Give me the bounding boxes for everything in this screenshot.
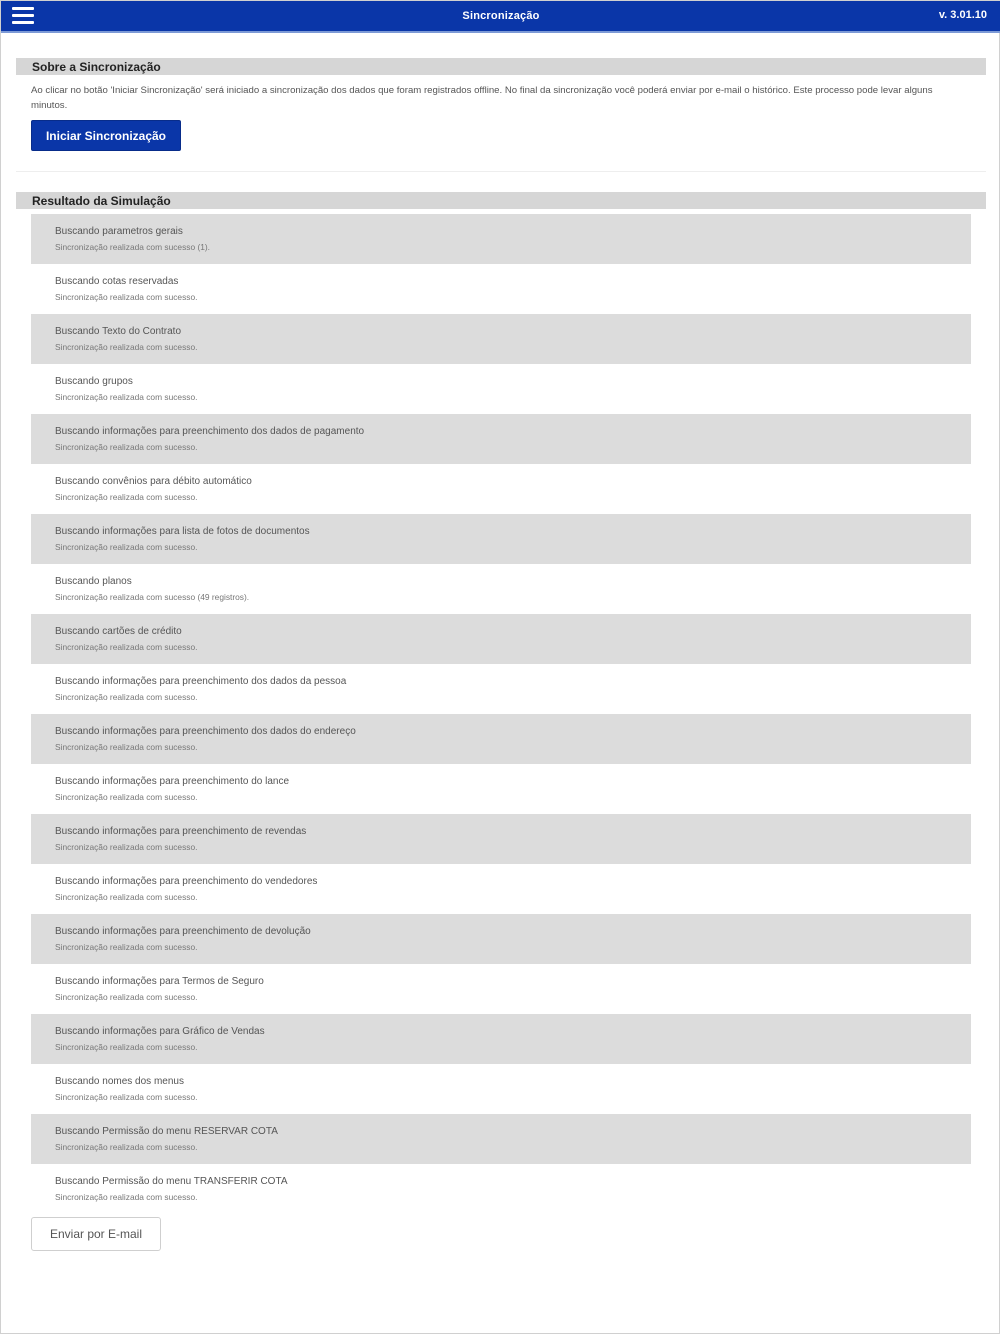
result-status: Sincronização realizada com sucesso. bbox=[55, 342, 198, 352]
section-divider bbox=[16, 171, 986, 172]
result-status: Sincronização realizada com sucesso. bbox=[55, 742, 198, 752]
result-item bbox=[31, 1114, 971, 1164]
result-status: Sincronização realizada com sucesso. bbox=[55, 1092, 198, 1102]
result-title: Buscando informações para preenchimento de devolução bbox=[55, 926, 311, 937]
result-status: Sincronização realizada com sucesso. bbox=[55, 1142, 198, 1152]
result-title: Buscando Permissão do menu TRANSFERIR COTA bbox=[55, 1176, 288, 1187]
result-item bbox=[31, 914, 971, 964]
result-title: Buscando Texto do Contrato bbox=[55, 326, 182, 337]
result-status: Sincronização realizada com sucesso. bbox=[55, 992, 198, 1002]
result-item bbox=[31, 1014, 971, 1064]
result-item bbox=[31, 364, 971, 414]
result-title: Buscando informações para Gráfico de Vendas bbox=[55, 1026, 265, 1037]
result-item bbox=[31, 964, 971, 1014]
result-title: Buscando informações para preenchimento dos dados de pagamento bbox=[55, 426, 365, 437]
result-title: Buscando parametros gerais bbox=[55, 226, 183, 237]
result-title: Buscando nomes dos menus bbox=[55, 1076, 184, 1087]
result-status: Sincronização realizada com sucesso. bbox=[55, 842, 198, 852]
result-status: Sincronização realizada com sucesso (49 registros). bbox=[55, 592, 250, 602]
result-status: Sincronização realizada com sucesso. bbox=[55, 892, 198, 902]
result-status: Sincronização realizada com sucesso. bbox=[55, 542, 198, 552]
result-item bbox=[31, 414, 971, 464]
send-email-button[interactable]: Enviar por E-mail bbox=[31, 1217, 161, 1251]
result-item bbox=[31, 814, 971, 864]
result-title: Buscando informações para preenchimento de revendas bbox=[55, 826, 307, 837]
result-title: Buscando planos bbox=[55, 576, 132, 587]
result-item bbox=[31, 664, 971, 714]
result-item bbox=[31, 464, 971, 514]
about-section-heading: Sobre a Sincronização bbox=[16, 58, 986, 75]
result-item bbox=[31, 514, 971, 564]
result-item bbox=[31, 264, 971, 314]
result-title: Buscando cotas reservadas bbox=[55, 276, 179, 287]
result-status: Sincronização realizada com sucesso. bbox=[55, 1192, 198, 1202]
result-item bbox=[31, 1064, 971, 1114]
result-status: Sincronização realizada com sucesso. bbox=[55, 1042, 198, 1052]
top-bar bbox=[1, 1, 1000, 33]
result-title: Buscando informações para Termos de Seguro bbox=[55, 976, 264, 987]
result-item bbox=[31, 564, 971, 614]
result-item bbox=[31, 1164, 971, 1214]
result-status: Sincronização realizada com sucesso. bbox=[55, 792, 198, 802]
result-item bbox=[31, 764, 971, 814]
result-status: Sincronização realizada com sucesso. bbox=[55, 692, 198, 702]
result-status: Sincronização realizada com sucesso (1). bbox=[55, 242, 211, 252]
results-section-heading: Resultado da Simulação bbox=[16, 192, 986, 209]
result-status: Sincronização realizada com sucesso. bbox=[55, 492, 198, 502]
start-sync-button[interactable]: Iniciar Sincronização bbox=[31, 120, 181, 151]
result-status: Sincronização realizada com sucesso. bbox=[55, 642, 198, 652]
results-list bbox=[31, 214, 971, 1214]
result-title: Buscando cartões de crédito bbox=[55, 626, 182, 637]
result-status: Sincronização realizada com sucesso. bbox=[55, 392, 198, 402]
result-item bbox=[31, 614, 971, 664]
result-title: Buscando informações para lista de fotos de documentos bbox=[55, 526, 310, 537]
result-item bbox=[31, 864, 971, 914]
result-title: Buscando informações para preenchimento dos dados da pessoa bbox=[55, 676, 347, 687]
result-status: Sincronização realizada com sucesso. bbox=[55, 292, 198, 302]
result-title: Buscando informações para preenchimento do vendedores bbox=[55, 876, 318, 887]
app-version: v. 3.01.10 bbox=[938, 9, 987, 21]
result-status: Sincronização realizada com sucesso. bbox=[55, 442, 198, 452]
result-title: Buscando convênios para débito automático bbox=[55, 476, 252, 487]
result-status: Sincronização realizada com sucesso. bbox=[55, 942, 198, 952]
result-item bbox=[31, 714, 971, 764]
page-title: Sincronização bbox=[462, 10, 540, 22]
result-title: Buscando grupos bbox=[55, 376, 133, 387]
result-item bbox=[31, 214, 971, 264]
result-item bbox=[31, 314, 971, 364]
about-description: Ao clicar no botão 'Iniciar Sincronização' será iniciado a sincronização dos dados que foram registrados offline. No final da sincronização você poderá enviar por e-mail o histórico. Este processo pode levar alguns minutos. bbox=[31, 85, 933, 111]
result-title: Buscando Permissão do menu RESERVAR COTA bbox=[55, 1126, 278, 1137]
result-title: Buscando informações para preenchimento dos dados do endereço bbox=[55, 726, 356, 737]
result-title: Buscando informações para preenchimento do lance bbox=[55, 776, 290, 787]
